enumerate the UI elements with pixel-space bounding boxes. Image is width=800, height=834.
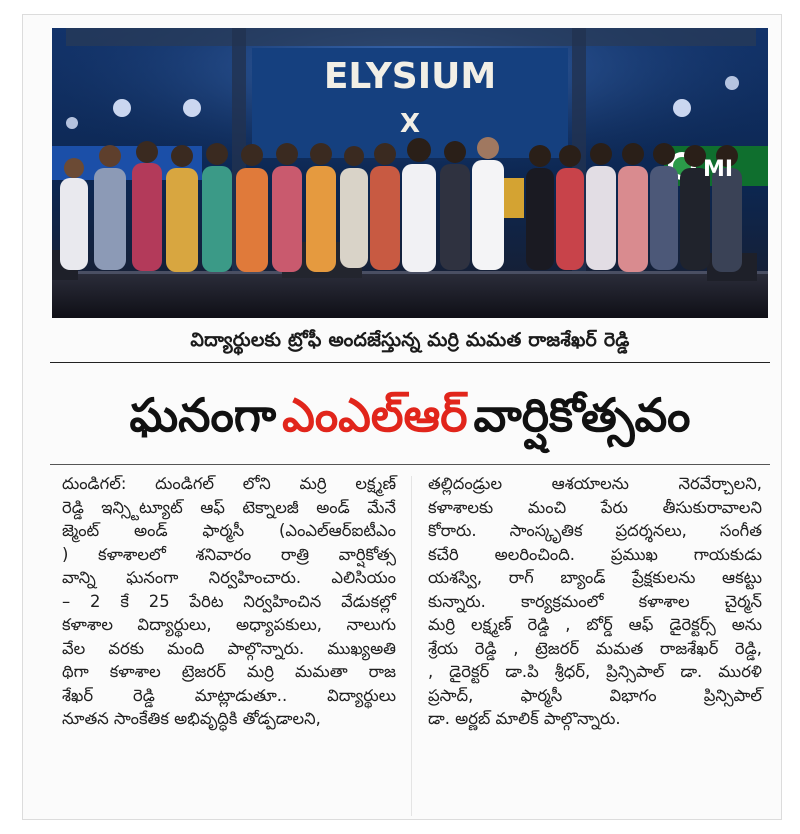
right-line: తల్లిదండ్రుల ఆశయాలను నెరవేర్చాలని,	[428, 474, 762, 493]
left-line: రెడ్డి ఇన్స్టిట్యూట్ ఆఫ్ టెక్నాలజీ అండ్ మేనే	[62, 497, 396, 517]
headline-divider	[50, 464, 770, 465]
left-line: – 2 కే 25 పేరిట నిర్వహించిన వేడుకల్లో	[62, 591, 396, 611]
headline-part-1: ఘనంగా	[129, 388, 277, 442]
article-paragraph-left	[62, 472, 396, 731]
side-logo-text: MI	[702, 157, 734, 182]
banner-title: ELYSIUM	[323, 56, 497, 97]
event-photo-illustration	[52, 28, 768, 318]
headline-highlight: ఎంఎల్ఆర్	[282, 388, 468, 442]
banner-x: X	[399, 109, 421, 139]
headline-part-3: వార్షికోత్సవం	[473, 388, 691, 442]
news-clipping	[22, 14, 782, 820]
article-column-right	[428, 472, 762, 731]
article-column-left	[62, 472, 396, 731]
article-paragraph-right	[428, 472, 762, 731]
headline	[50, 368, 770, 462]
right-line: , డైరెక్టర్ డా.పి శ్రీధర్, ప్రిన్సిపాల్ డా. మురళి	[428, 662, 762, 681]
left-line: కళాశాల విద్యార్థులు, అధ్యాపకులు, నాలుగు	[62, 615, 396, 634]
right-line: శ్రేయ రెడ్డి , ట్రెజరర్ మమత రాజశేఖర్ రెడ్డి,	[428, 638, 762, 658]
photo-caption: విద్యార్థులకు ట్రోఫీ అందజేస్తున్న మర్రి మమత రాజశేఖర్ రెడ్డి	[190, 328, 630, 351]
right-line: యశస్వి, రాగ్ బ్యాండ్ ప్రేక్షకులను ఆకట్టు	[428, 568, 762, 587]
left-line: వేల వరకు మంది పాల్గొన్నారు. ముఖ్యఅతి	[62, 638, 396, 658]
right-line: కచేరి అలరించింది. ప్రముఖ గాయకుడు	[428, 544, 762, 564]
left-line: ) కళాశాలలో శనివారం రాత్రి వార్షికోత్స	[62, 544, 396, 564]
right-line: డా. అర్ణబ్ మాలిక్ పాల్గొన్నారు.	[428, 709, 621, 728]
right-line: కళాశాలకు మంచి పేరు తీసుకురావాలని	[428, 497, 762, 517]
left-line: జ్మెంట్ అండ్ ఫార్మసీ (ఎంఎల్ఆర్ఐటీఎం	[62, 521, 396, 540]
right-line: మర్రి లక్ష్మణ్ రెడ్డి , బోర్డ్ ఆఫ్ డైరెక్టర్స్ అను	[428, 615, 762, 634]
left-line: నూతన సాంకేతిక అభివృద్ధికి తోడ్పడాలని,	[62, 709, 321, 728]
left-line: శేఖర్ రెడ్డి మాట్లాడుతూ.. విద్యార్థులు	[62, 685, 396, 705]
caption-divider	[50, 362, 770, 363]
column-divider	[411, 476, 412, 816]
right-line: కోరారు. సాంస్కృతిక ప్రదర్శనలు, సంగీత	[428, 521, 762, 540]
right-line: ప్రసాద్, ఫార్మసీ విభాగం ప్రిన్సిపాల్	[428, 685, 762, 705]
left-line: థిగా కళాశాల ట్రెజరర్ మర్రి మమతా రాజ	[62, 662, 396, 681]
right-line: కున్నారు. కార్యక్రమంలో కళాశాల చైర్మన్	[428, 591, 762, 611]
left-line: వాన్ని ఘనంగా నిర్వహించారు. ఎలిసియం	[62, 568, 396, 587]
left-line: దుండిగల్: దుండిగల్ లోని మర్రి లక్ష్మణ్	[62, 474, 396, 493]
event-photo	[52, 28, 768, 318]
